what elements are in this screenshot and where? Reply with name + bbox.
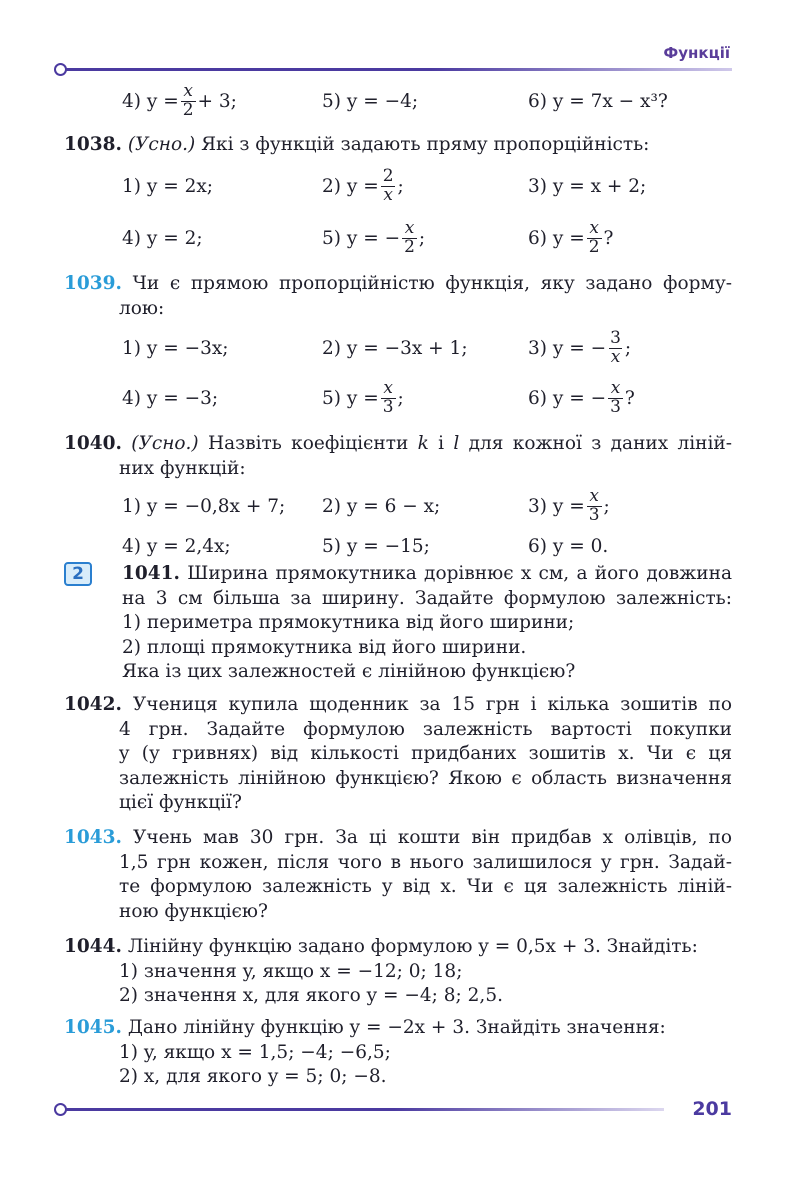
numerator: x (383, 377, 393, 398)
task-text: Учениця купила щоденник за 15 грн і кілька зошитів по (121, 694, 732, 715)
numerator: x (589, 485, 599, 506)
task-1045 (64, 1016, 732, 1090)
option-suffix: ? (624, 387, 635, 409)
fraction (587, 485, 602, 525)
task-number: 1039. (64, 273, 122, 294)
task-1042 (64, 693, 732, 816)
fraction (381, 165, 396, 205)
denominator: x (383, 184, 393, 205)
task-1043 (64, 826, 732, 924)
task-text: Назвіть коефіцієнти (198, 433, 418, 454)
task-1039 (64, 272, 732, 321)
task-number: 1045. (64, 1017, 122, 1038)
task-text: 4 грн. Задайте формулою залежність вартості покупки (119, 718, 732, 740)
denominator: 3 (588, 504, 600, 525)
task-text: і (428, 433, 454, 454)
coefficient-k: k (417, 433, 429, 454)
numerator: x (404, 217, 415, 238)
task-text: для кожної з даних ліній- (459, 433, 732, 454)
oral-mark: (Усно.) (131, 433, 199, 454)
task-text: цієї функції? (119, 792, 242, 813)
task-number: 1044. (64, 936, 122, 957)
option-prefix: 5) y = − (322, 227, 401, 249)
option-5 (322, 212, 425, 264)
task-text: Які з функцій задають пряму пропорційність: (195, 134, 650, 155)
denominator: x (610, 346, 621, 367)
option-6 (528, 212, 613, 264)
task-text: 1,5 грн кожен, після чого в нього залишилося y грн. Задай- (119, 851, 732, 873)
option-1: 1) y = 2x; (122, 175, 214, 197)
option-6: 6) y = 7x − x³? (528, 90, 668, 112)
task-text: 1) y, якщо x = 1,5; −4; −6,5; (119, 1041, 391, 1063)
option-suffix: ; (603, 495, 610, 517)
denominator: 2 (182, 99, 194, 120)
option-6: 6) y = 0. (528, 535, 609, 557)
option-6 (528, 372, 635, 424)
option-suffix: + 3; (197, 90, 237, 112)
option-4: 4) y = 2; (122, 227, 203, 249)
option-1: 1) y = −3x; (122, 337, 229, 359)
option-1: 1) y = −0,8x + 7; (122, 495, 286, 517)
task-text: 2) значення x, для якого y = −4; 8; 2,5. (119, 985, 503, 1006)
option-prefix: 6) y = (528, 227, 585, 249)
denominator: 3 (610, 396, 621, 417)
fraction (608, 377, 623, 417)
denominator: 2 (404, 236, 415, 257)
option-suffix: ; (418, 227, 426, 249)
numerator: 2 (382, 165, 394, 186)
option-2 (322, 160, 404, 212)
task-text: 1) периметра прямокутника від його ширини; (122, 612, 575, 633)
fraction (608, 327, 623, 367)
option-4 (122, 75, 237, 127)
task-1041 (122, 562, 732, 685)
denominator: 2 (588, 236, 600, 257)
option-3: 3) y = x + 2; (528, 175, 647, 197)
options-row (0, 212, 800, 264)
numerator: x (183, 80, 193, 101)
task-number: 1038. (64, 134, 122, 155)
options-row (0, 372, 800, 424)
task-text: Дано лінійну функцію y = −2x + 3. Знайдіть значення: (121, 1017, 666, 1038)
option-4: 4) y = 2,4x; (122, 535, 231, 557)
task-text: ною функцією? (119, 900, 268, 922)
option-suffix: ; (397, 387, 404, 409)
option-prefix: 5) y = (322, 387, 379, 409)
task-number: 1042. (64, 694, 122, 715)
numerator: x (610, 377, 621, 398)
option-3 (528, 322, 631, 374)
options-row (0, 322, 800, 374)
task-text: 2) площі прямокутника від його ширини. (122, 636, 527, 658)
task-text: залежність лінійною функцією? Якою є область визначення (119, 767, 732, 789)
option-4: 4) y = −3; (122, 387, 219, 409)
options-row (0, 160, 800, 212)
option-5: 5) y = −4; (322, 90, 419, 112)
coefficient-l: l (453, 433, 460, 454)
task-text: 2) x, для якого y = 5; 0; −8. (119, 1066, 387, 1087)
task-number: 1041. (122, 563, 180, 584)
running-header-title: Функції (663, 44, 730, 62)
task-text: Учень мав 30 грн. За ці кошти він придбав x олівців, по (121, 827, 732, 848)
task-number: 1043. (64, 827, 122, 848)
task-text: y (у гривнях) від кількості придбаних зошитів x. Чи є ця (119, 743, 732, 764)
numerator: 3 (610, 327, 621, 348)
task-text: Чи є прямою пропорційністю функція, яку задано форму- (121, 273, 732, 294)
option-prefix: 3) y = − (528, 337, 607, 359)
fraction (181, 80, 196, 120)
level-badge: 2 (64, 562, 92, 586)
fraction (402, 217, 417, 257)
task-text: на 3 см більша за ширину. Задайте формулою залежність: (122, 587, 732, 609)
task-1038 (64, 133, 732, 158)
option-suffix: ? (603, 227, 614, 249)
option-5 (322, 372, 404, 424)
numerator: x (589, 217, 599, 238)
header-rule (64, 68, 732, 71)
option-suffix: ; (397, 175, 404, 197)
task-text: 1) значення y, якщо x = −12; 0; 18; (119, 960, 463, 982)
task-text: Лінійну функцію задано формулою y = 0,5x + 3. Знайдіть: (121, 936, 698, 957)
option-suffix: ; (624, 337, 632, 359)
option-2: 2) y = 6 − x; (322, 495, 441, 517)
task-text: них функцій: (119, 457, 246, 479)
option-prefix: 3) y = (528, 495, 585, 517)
option-2: 2) y = −3x + 1; (322, 337, 468, 359)
page-number: 201 (692, 1098, 732, 1120)
task-text: Яка із цих залежностей є лінійною функцією? (122, 661, 576, 682)
option-5: 5) y = −15; (322, 535, 430, 557)
footer-rule (64, 1108, 664, 1111)
task-1044 (64, 935, 732, 1009)
option-prefix: 2) y = (322, 175, 379, 197)
task-text: Ширина прямокутника дорівнює x см, а його довжина (179, 563, 732, 584)
option-prefix: 4) y = (122, 90, 179, 112)
fraction (587, 217, 602, 257)
denominator: 3 (382, 396, 394, 417)
task-number: 1040. (64, 433, 122, 454)
task-text: лою: (119, 297, 165, 319)
task-text: те формулою залежність y від x. Чи є ця залежність ліній- (119, 876, 732, 897)
option-prefix: 6) y = − (528, 387, 607, 409)
options-row (0, 75, 800, 127)
oral-mark: (Усно.) (127, 134, 196, 155)
task-1040 (64, 432, 732, 481)
fraction (381, 377, 396, 417)
